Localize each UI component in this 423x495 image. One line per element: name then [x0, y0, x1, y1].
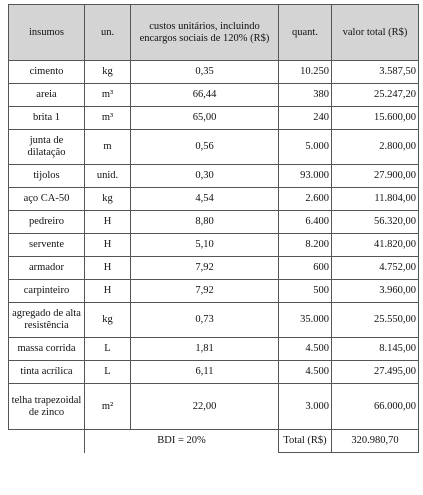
- cell-unit-cost: 0,56: [131, 130, 279, 165]
- cell-quantity: 600: [279, 257, 332, 280]
- table-row: [9, 338, 419, 361]
- cell-unit-cost: 8,80: [131, 211, 279, 234]
- header-row: [9, 5, 419, 61]
- cell-insumo: armador: [9, 257, 85, 280]
- header-unit-cost: custos unitários, incluindo encargos sociais de 120% (R$): [131, 5, 279, 61]
- table-row: [9, 361, 419, 384]
- cell-total: 3.587,50: [332, 61, 419, 84]
- cell-quantity: 500: [279, 280, 332, 303]
- cell-insumo: junta de dilatação: [9, 130, 85, 165]
- cell-unit-cost: 6,11: [131, 361, 279, 384]
- bdi-label: BDI = 20%: [85, 430, 279, 453]
- cell-unit-cost: 65,00: [131, 107, 279, 130]
- cell-unit-cost: 0,73: [131, 303, 279, 338]
- table-row: [9, 257, 419, 280]
- cost-table-container: [8, 4, 418, 453]
- cell-unit: kg: [85, 188, 131, 211]
- cell-unit-cost: 0,35: [131, 61, 279, 84]
- footer-row: [9, 430, 419, 453]
- cell-unit: H: [85, 257, 131, 280]
- cell-unit: L: [85, 361, 131, 384]
- cell-total: 15.600,00: [332, 107, 419, 130]
- cell-total: 41.820,00: [332, 234, 419, 257]
- cell-insumo: telha trapezoidal de zinco: [9, 384, 85, 430]
- cell-total: 66.000,00: [332, 384, 419, 430]
- table-row: [9, 107, 419, 130]
- cell-quantity: 4.500: [279, 361, 332, 384]
- cell-unit: H: [85, 211, 131, 234]
- footer-blank: [9, 430, 85, 453]
- cell-insumo: cimento: [9, 61, 85, 84]
- cell-quantity: 380: [279, 84, 332, 107]
- cell-quantity: 93.000: [279, 165, 332, 188]
- cell-insumo: aço CA-50: [9, 188, 85, 211]
- cell-total: 25.247,20: [332, 84, 419, 107]
- table-row: [9, 211, 419, 234]
- cell-unit-cost: 66,44: [131, 84, 279, 107]
- cell-unit-cost: 1,81: [131, 338, 279, 361]
- table-row: [9, 84, 419, 107]
- table-body: [9, 61, 419, 453]
- cell-unit-cost: 0,30: [131, 165, 279, 188]
- table-row: [9, 165, 419, 188]
- cell-unit: m³: [85, 107, 131, 130]
- cell-quantity: 3.000: [279, 384, 332, 430]
- table-header: [9, 5, 419, 61]
- cell-insumo: brita 1: [9, 107, 85, 130]
- cell-insumo: massa corrida: [9, 338, 85, 361]
- cell-total: 2.800,00: [332, 130, 419, 165]
- cell-insumo: tinta acrílica: [9, 361, 85, 384]
- cell-quantity: 35.000: [279, 303, 332, 338]
- cell-insumo: servente: [9, 234, 85, 257]
- cell-quantity: 4.500: [279, 338, 332, 361]
- cell-unit-cost: 7,92: [131, 280, 279, 303]
- cell-quantity: 10.250: [279, 61, 332, 84]
- cell-total: 8.145,00: [332, 338, 419, 361]
- cell-total: 3.960,00: [332, 280, 419, 303]
- cell-insumo: agregado de alta resistência: [9, 303, 85, 338]
- cell-quantity: 240: [279, 107, 332, 130]
- cell-unit-cost: 22,00: [131, 384, 279, 430]
- table-row: [9, 188, 419, 211]
- header-total-value: valor total (R$): [332, 5, 419, 61]
- cell-unit: unid.: [85, 165, 131, 188]
- cell-quantity: 2.600: [279, 188, 332, 211]
- cell-unit: kg: [85, 61, 131, 84]
- cell-unit-cost: 5,10: [131, 234, 279, 257]
- table-row: [9, 61, 419, 84]
- cell-unit: H: [85, 280, 131, 303]
- header-quantity: quant.: [279, 5, 332, 61]
- cell-unit: m³: [85, 84, 131, 107]
- table-row: [9, 384, 419, 430]
- total-value: 320.980,70: [332, 430, 419, 453]
- cell-total: 27.495,00: [332, 361, 419, 384]
- cell-unit-cost: 7,92: [131, 257, 279, 280]
- header-unit: un.: [85, 5, 131, 61]
- cell-unit: m²: [85, 384, 131, 430]
- total-label: Total (R$): [279, 430, 332, 453]
- cost-table: [8, 4, 419, 453]
- cell-insumo: tijolos: [9, 165, 85, 188]
- header-insumos: insumos: [9, 5, 85, 61]
- cell-total: 4.752,00: [332, 257, 419, 280]
- cell-total: 27.900,00: [332, 165, 419, 188]
- cell-insumo: carpinteiro: [9, 280, 85, 303]
- cell-total: 25.550,00: [332, 303, 419, 338]
- cell-insumo: areia: [9, 84, 85, 107]
- table-row: [9, 130, 419, 165]
- cell-unit-cost: 4,54: [131, 188, 279, 211]
- cell-unit: H: [85, 234, 131, 257]
- cell-unit: m: [85, 130, 131, 165]
- cell-quantity: 6.400: [279, 211, 332, 234]
- table-row: [9, 280, 419, 303]
- cell-total: 11.804,00: [332, 188, 419, 211]
- cell-insumo: pedreiro: [9, 211, 85, 234]
- cell-unit: kg: [85, 303, 131, 338]
- cell-total: 56.320,00: [332, 211, 419, 234]
- cell-quantity: 8.200: [279, 234, 332, 257]
- table-row: [9, 303, 419, 338]
- cell-quantity: 5.000: [279, 130, 332, 165]
- cell-unit: L: [85, 338, 131, 361]
- table-row: [9, 234, 419, 257]
